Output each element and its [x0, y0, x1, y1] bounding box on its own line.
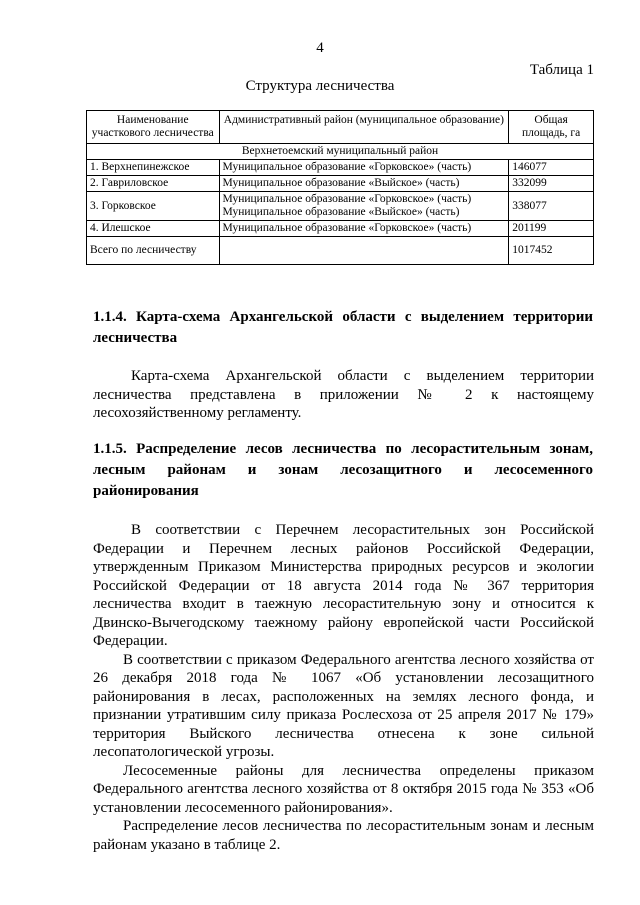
section-1-1-4-body — [93, 367, 594, 423]
cell-municipality — [219, 192, 509, 221]
cell-forestry-name: 4. Илешское — [87, 221, 220, 237]
cell-area: 338077 — [509, 192, 594, 221]
cell-total-area: 1017452 — [509, 237, 594, 265]
table-total-row — [87, 237, 594, 265]
table-title: Структура лесничества — [245, 78, 395, 94]
cell-municipality-line: Муниципальное образование «Выйское» (часть) — [222, 206, 460, 218]
table-row — [87, 192, 594, 221]
section-1-1-5-body — [93, 521, 594, 854]
table-label: Таблица 1 — [529, 62, 594, 78]
table-row — [87, 176, 594, 192]
cell-forestry-name: 2. Гавриловское — [87, 176, 220, 192]
cell-empty — [219, 237, 509, 265]
cell-municipality: Муниципальное образование «Выйское» (часть) — [219, 176, 509, 192]
forestry-structure-table — [86, 110, 594, 265]
cell-municipality-line: Муниципальное образование «Горковское» (часть) — [222, 193, 472, 205]
cell-municipality: Муниципальное образование «Горковское» (часть) — [219, 160, 509, 176]
table-row — [87, 160, 594, 176]
header-area: Общая площадь, га — [509, 111, 594, 144]
cell-area: 146077 — [509, 160, 594, 176]
cell-area: 332099 — [509, 176, 594, 192]
page-number: 4 — [316, 40, 324, 56]
paragraph: Распределение лесов лесничества по лесорастительным зонам и лесным районам указано в таблице 2. — [93, 818, 594, 853]
header-municipality: Административный район (муниципальное образование) — [219, 111, 509, 144]
cell-municipality: Муниципальное образование «Горковское» (часть) — [219, 221, 509, 237]
section-heading-1-1-5: 1.1.5. Распределение лесов лесничества по лесорастительным зонам, лесным районам и зонам лесозащитного и лесосеменного районирования — [93, 441, 593, 499]
table-header-row — [87, 111, 594, 144]
paragraph: Карта-схема Архангельской области с выделением территории лесничества представлена в приложении № 2 к настоящему лесохозяйственному регламенту. — [93, 368, 594, 421]
table-subheader-row — [87, 144, 594, 160]
paragraph: В соответствии с Перечнем лесорастительных зон Российской Федерации и Перечнем лесных районов Российской Федерации, утвержденным Приказом Министерства природных ресурсов и экологии Российской Федерации от 18 августа 2014 года № 367 территория лесничества входит в таежную лесорастительную зону и относится к Двинско-Вычегодскому таежному району европейской части Российской Федерации. — [93, 522, 594, 649]
paragraph: В соответствии с приказом Федерального агентства лесного хозяйства от 26 декабря 2018 года № 1067 «Об установлении лесозащитного районирования в лесах, расположенных на землях лесного фонда, и признании утратившим силу приказа Рослесхоза от 25 апреля 2017 № 179» территория Выйского лесничества отнесена к зоне сильной лесопатологической угрозы. — [93, 651, 594, 760]
cell-forestry-name: 3. Горковское — [87, 192, 220, 221]
cell-forestry-name: 1. Верхнепинежское — [87, 160, 220, 176]
subheader-district: Верхнетоемский муниципальный район — [87, 144, 594, 160]
section-heading-1-1-4: 1.1.4. Карта-схема Архангельской области с выделением территории лесничества — [93, 309, 593, 346]
paragraph: Лесосеменные районы для лесничества определены приказом Федерального агентства лесного хозяйства от 8 октября 2015 года № 353 «Об установлении лесосеменного районирования». — [93, 762, 594, 816]
table-row — [87, 221, 594, 237]
header-forestry-name: Наименование участкового лесничества — [87, 111, 220, 144]
cell-area: 201199 — [509, 221, 594, 237]
cell-total-label: Всего по лесничеству — [87, 237, 220, 265]
